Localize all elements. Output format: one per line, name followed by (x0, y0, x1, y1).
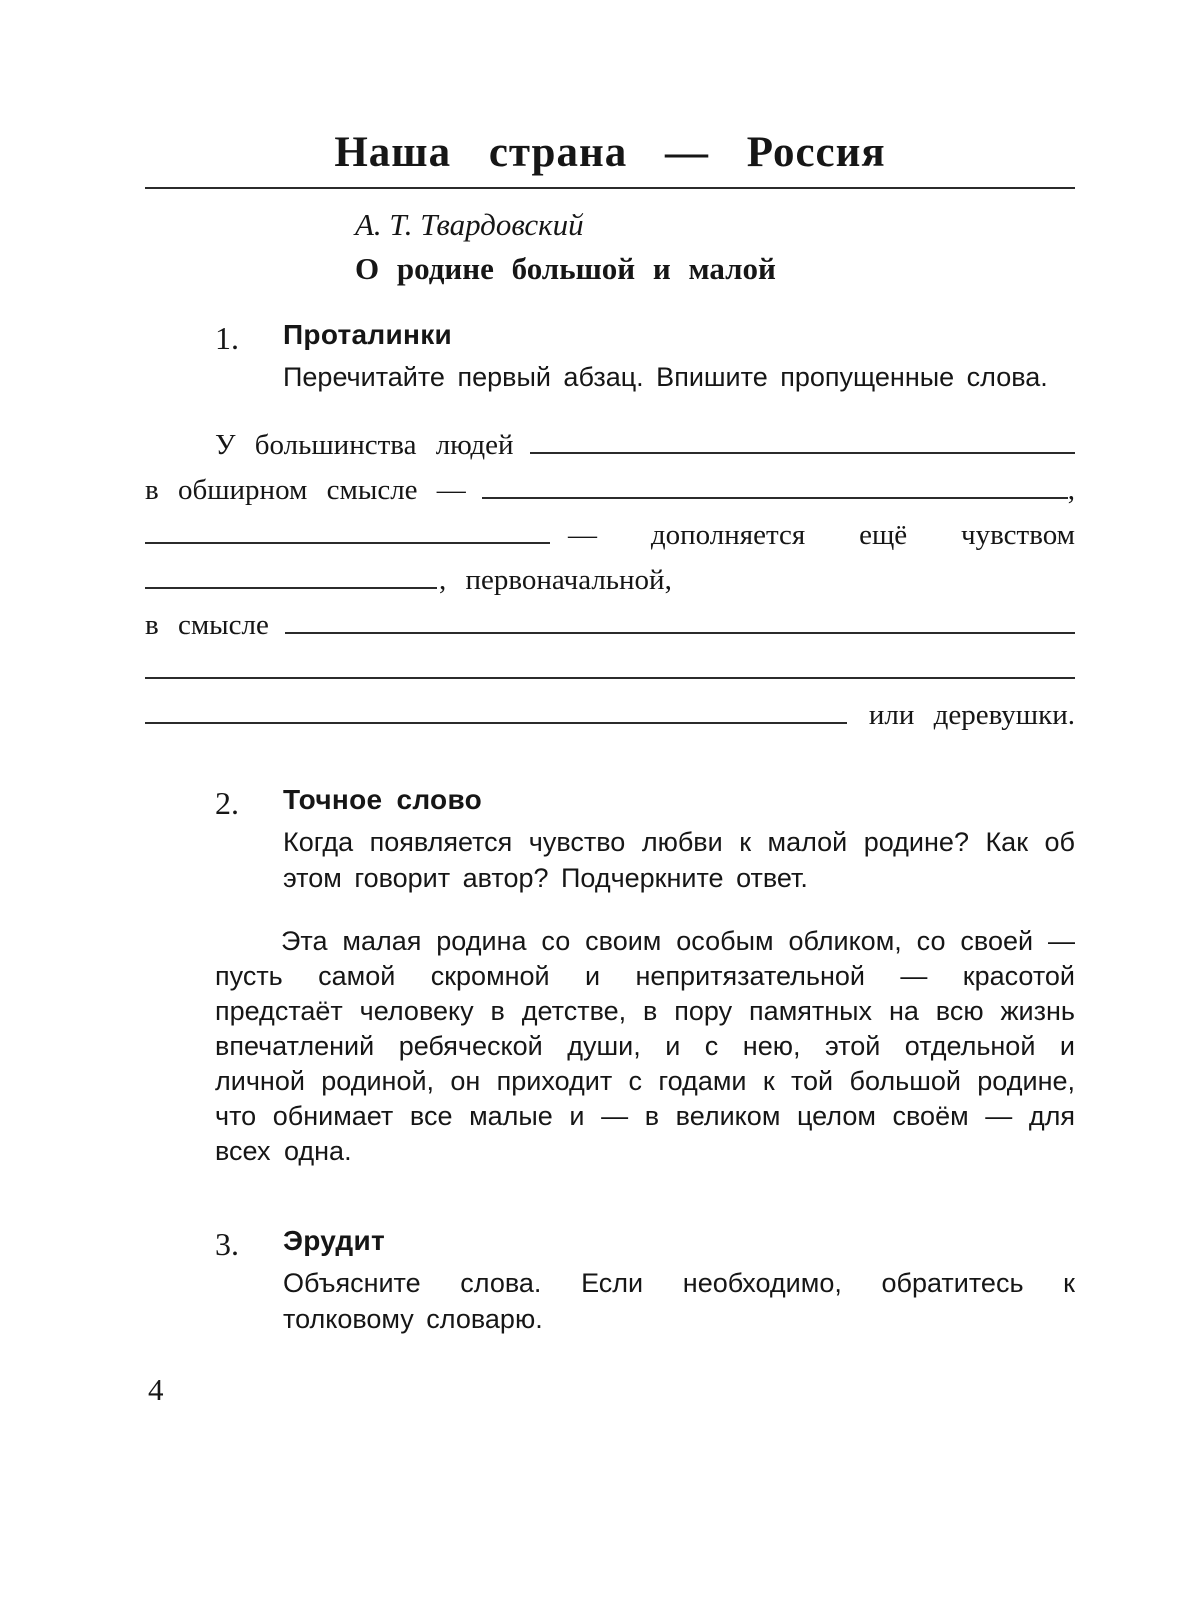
fill-blank-7[interactable] (145, 722, 847, 724)
exercise-3-instruction: Объясните слова. Если необходимо, обратитесь к толковому словарю. (283, 1268, 1075, 1334)
exercise-2-number: 2. (215, 785, 239, 821)
page-number: 4 (148, 1372, 164, 1407)
exercise-1-heading: Проталинки (283, 319, 453, 350)
fill-text-2: в обширном смысле — (145, 474, 466, 506)
fill-line-6 (145, 642, 1075, 687)
text-title: О родине большой и малой (355, 251, 776, 286)
title-divider (145, 187, 1075, 189)
exercise-1-instruction: Перечитайте первый абзац. Впишите пропущенные слова. (283, 362, 1048, 392)
exercise-1-number: 1. (215, 320, 239, 356)
fill-blank-1[interactable] (530, 452, 1075, 454)
exercise-2-instruction: Когда появляется чувство любви к малой родине? Как об этом говорит автор? Подчеркните ответ. (283, 827, 1075, 893)
reading-passage: Эта малая родина со своим особым обликом, со своей — пусть самой скромной и непритязательной — красотой предстаёт человеку в детстве, в пору памятных на всю жизнь впечатлений ребяческой души, и с нею, этой отдельной и личной родиной, он приходит с годами к той большой родине, что обнимает все малые и — в великом целом своём — для всех одна. (215, 926, 1075, 1166)
fill-line-5 (145, 597, 1075, 642)
fill-text-2-suffix: , (1067, 474, 1075, 506)
fill-line-2 (145, 462, 1075, 507)
exercise-1-body (283, 319, 1075, 395)
fill-blank-2[interactable] (482, 497, 1068, 499)
fill-line-1 (145, 417, 1075, 462)
exercise-3-number: 3. (215, 1226, 239, 1262)
fill-line-7 (145, 687, 1075, 732)
exercise-2-heading: Точное слово (283, 784, 483, 815)
exercise-3-heading: Эрудит (283, 1225, 386, 1256)
fill-blank-5[interactable] (285, 632, 1075, 634)
author-name: А. Т. Твардовский (355, 207, 584, 242)
exercise-1 (215, 319, 1075, 395)
fill-text-3: — дополняется ещё чувством (568, 519, 1075, 551)
page-title: Наша страна — Россия (334, 129, 886, 176)
fill-blank-3[interactable] (145, 542, 550, 544)
fill-text-1: У большинства людей (215, 429, 514, 461)
fill-line-3 (145, 507, 1075, 552)
fill-text-7: или деревушки. (868, 699, 1075, 731)
fill-blank-6[interactable] (145, 677, 1075, 679)
fill-blank-4[interactable] (145, 587, 437, 589)
exercise-2 (215, 784, 1075, 896)
fill-in-area (145, 417, 1075, 732)
exercise-3-body (283, 1225, 1075, 1337)
exercise-2-body (283, 784, 1075, 896)
fill-text-5: в смысле (145, 609, 269, 641)
fill-line-4 (145, 552, 1075, 597)
exercise-3 (215, 1225, 1075, 1337)
page-header (145, 128, 1075, 287)
fill-text-4: , первоначальной, (439, 564, 672, 596)
